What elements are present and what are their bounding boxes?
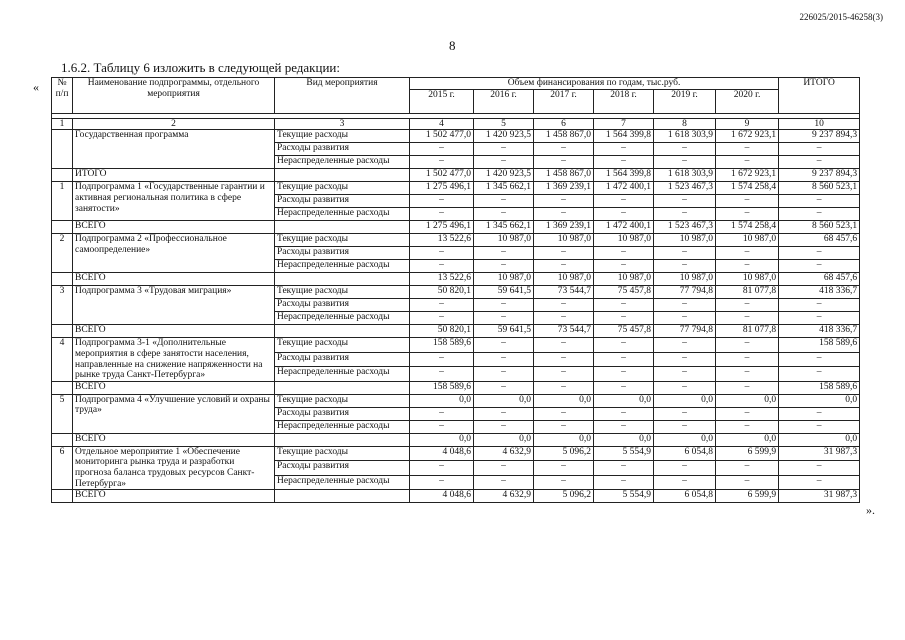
value-cell: –	[716, 208, 779, 221]
closing-quote: ».	[866, 503, 875, 517]
value-cell: –	[779, 461, 860, 476]
value-cell: –	[410, 208, 474, 221]
value-cell: –	[534, 247, 594, 260]
header-year: 2019 г.	[654, 89, 716, 113]
value-cell: –	[474, 420, 534, 433]
value-cell: 5 096,2	[534, 446, 594, 461]
header-name: Наименование подпрограммы, отдельного мероприятия	[73, 78, 275, 114]
column-number: 9	[716, 118, 779, 130]
value-cell: –	[534, 367, 594, 382]
total-value-cell: 10 987,0	[716, 273, 779, 286]
total-value-cell: 68 457,6	[779, 273, 860, 286]
expense-kind-cell: Нераспределенные расходы	[275, 367, 410, 382]
total-row-number-cell	[52, 221, 73, 234]
value-cell: –	[474, 195, 534, 208]
value-cell: 5 554,9	[594, 446, 654, 461]
program-name-cell: Подпрограмма 2 «Профессиональное самоопределение»	[73, 234, 275, 273]
value-cell: –	[410, 247, 474, 260]
value-cell: –	[410, 143, 474, 156]
value-cell: –	[534, 260, 594, 273]
value-cell: –	[474, 299, 534, 312]
row-number-cell: 2	[52, 234, 73, 273]
total-kind-cell	[275, 169, 410, 182]
value-cell: –	[594, 156, 654, 169]
value-cell: –	[594, 143, 654, 156]
value-cell: 31 987,3	[779, 446, 860, 461]
total-value-cell: 73 544,7	[534, 325, 594, 338]
value-cell: –	[716, 143, 779, 156]
total-value-cell: 0,0	[654, 433, 716, 446]
value-cell: 418 336,7	[779, 286, 860, 299]
value-cell: –	[474, 260, 534, 273]
value-cell: 1 472 400,1	[594, 182, 654, 195]
total-value-cell: 0,0	[410, 433, 474, 446]
value-cell: –	[654, 420, 716, 433]
column-number: 8	[654, 118, 716, 130]
total-value-cell: 1 458 867,0	[534, 169, 594, 182]
total-value-cell: 1 672 923,1	[716, 169, 779, 182]
total-value-cell: 13 522,6	[410, 273, 474, 286]
value-cell: –	[779, 156, 860, 169]
column-number: 6	[534, 118, 594, 130]
total-value-cell: 10 987,0	[534, 273, 594, 286]
value-cell: –	[410, 299, 474, 312]
value-cell: –	[594, 208, 654, 221]
total-value-cell: 1 275 496,1	[410, 221, 474, 234]
value-cell: –	[654, 312, 716, 325]
value-cell: 1 574 258,4	[716, 182, 779, 195]
table-row	[52, 130, 860, 143]
value-cell: –	[474, 352, 534, 367]
value-cell: –	[594, 338, 654, 353]
expense-kind-cell: Нераспределенные расходы	[275, 156, 410, 169]
table-body	[52, 130, 860, 503]
column-number: 7	[594, 118, 654, 130]
value-cell: –	[410, 407, 474, 420]
value-cell: 6 054,8	[654, 446, 716, 461]
value-cell: –	[779, 407, 860, 420]
value-cell: –	[779, 352, 860, 367]
row-number-cell: 6	[52, 446, 73, 490]
value-cell: 0,0	[779, 394, 860, 407]
total-value-cell: 50 820,1	[410, 325, 474, 338]
value-cell: –	[779, 208, 860, 221]
value-cell: 1 345 662,1	[474, 182, 534, 195]
value-cell: –	[654, 407, 716, 420]
value-cell: –	[654, 338, 716, 353]
value-cell: –	[594, 247, 654, 260]
column-number: 10	[779, 118, 860, 130]
expense-kind-cell: Текущие расходы	[275, 446, 410, 461]
total-row	[52, 381, 860, 394]
value-cell: –	[534, 338, 594, 353]
value-cell: 13 522,6	[410, 234, 474, 247]
total-value-cell: –	[594, 381, 654, 394]
value-cell: –	[654, 208, 716, 221]
expense-kind-cell: Расходы развития	[275, 407, 410, 420]
total-kind-cell	[275, 325, 410, 338]
total-label-cell: ВСЕГО	[73, 381, 275, 394]
header-kind: Вид мероприятия	[275, 78, 410, 114]
total-label-cell: ВСЕГО	[73, 433, 275, 446]
value-cell: –	[716, 338, 779, 353]
value-cell: –	[716, 299, 779, 312]
total-kind-cell	[275, 381, 410, 394]
value-cell: –	[410, 461, 474, 476]
program-name-cell: Подпрограмма 3-1 «Дополнительные мероприятия в сфере занятости населения, направленные на снижение напряженности на рынке труда Санкт-Петербурга»	[73, 338, 275, 382]
value-cell: –	[410, 475, 474, 490]
value-cell: –	[779, 475, 860, 490]
total-value-cell: 1 345 662,1	[474, 221, 534, 234]
table-row	[52, 286, 860, 299]
value-cell: –	[474, 367, 534, 382]
total-value-cell: 1 369 239,1	[534, 221, 594, 234]
total-value-cell: 1 618 303,9	[654, 169, 716, 182]
value-cell: –	[779, 260, 860, 273]
expense-kind-cell: Расходы развития	[275, 143, 410, 156]
value-cell: –	[779, 420, 860, 433]
total-value-cell: 10 987,0	[654, 273, 716, 286]
value-cell: 0,0	[654, 394, 716, 407]
value-cell: –	[534, 299, 594, 312]
value-cell: –	[410, 367, 474, 382]
value-cell: –	[654, 195, 716, 208]
total-kind-cell	[275, 221, 410, 234]
value-cell: 1 672 923,1	[716, 130, 779, 143]
total-value-cell: 4 632,9	[474, 490, 534, 503]
total-value-cell: 1 523 467,3	[654, 221, 716, 234]
value-cell: 1 523 467,3	[654, 182, 716, 195]
total-value-cell: 10 987,0	[594, 273, 654, 286]
value-cell: –	[474, 208, 534, 221]
value-cell: 73 544,7	[534, 286, 594, 299]
value-cell: 75 457,8	[594, 286, 654, 299]
value-cell: –	[474, 475, 534, 490]
value-cell: –	[779, 143, 860, 156]
opening-quote: «	[33, 80, 39, 94]
value-cell: –	[594, 420, 654, 433]
expense-kind-cell: Текущие расходы	[275, 182, 410, 195]
expense-kind-cell: Расходы развития	[275, 352, 410, 367]
value-cell: 6 599,9	[716, 446, 779, 461]
expense-kind-cell: Текущие расходы	[275, 234, 410, 247]
total-value-cell: 31 987,3	[779, 490, 860, 503]
value-cell: 1 275 496,1	[410, 182, 474, 195]
value-cell: –	[534, 156, 594, 169]
total-row	[52, 433, 860, 446]
value-cell: –	[716, 156, 779, 169]
header-year: 2015 г.	[410, 89, 474, 113]
value-cell: –	[594, 352, 654, 367]
value-cell: –	[474, 143, 534, 156]
value-cell: 158 589,6	[410, 338, 474, 353]
header-year: 2017 г.	[534, 89, 594, 113]
total-kind-cell	[275, 490, 410, 503]
value-cell: –	[474, 247, 534, 260]
value-cell: –	[779, 299, 860, 312]
value-cell: –	[654, 461, 716, 476]
column-number-row	[52, 118, 860, 130]
total-row-number-cell	[52, 381, 73, 394]
table-row	[52, 234, 860, 247]
value-cell: –	[654, 367, 716, 382]
value-cell: 8 560 523,1	[779, 182, 860, 195]
value-cell: –	[474, 338, 534, 353]
value-cell: 0,0	[716, 394, 779, 407]
total-value-cell: 0,0	[779, 433, 860, 446]
column-number: 4	[410, 118, 474, 130]
expense-kind-cell: Нераспределенные расходы	[275, 475, 410, 490]
value-cell: –	[594, 195, 654, 208]
row-number-cell: 3	[52, 286, 73, 325]
value-cell: –	[410, 195, 474, 208]
expense-kind-cell: Нераспределенные расходы	[275, 208, 410, 221]
expense-kind-cell: Расходы развития	[275, 299, 410, 312]
total-value-cell: 0,0	[594, 433, 654, 446]
program-name-cell: Государственная программа	[73, 130, 275, 169]
financing-table	[51, 77, 860, 503]
total-value-cell: 8 560 523,1	[779, 221, 860, 234]
value-cell: 0,0	[534, 394, 594, 407]
value-cell: –	[779, 312, 860, 325]
value-cell: –	[716, 407, 779, 420]
value-cell: 10 987,0	[716, 234, 779, 247]
total-kind-cell	[275, 433, 410, 446]
value-cell: –	[410, 260, 474, 273]
value-cell: –	[654, 156, 716, 169]
column-number: 5	[474, 118, 534, 130]
total-value-cell: 158 589,6	[779, 381, 860, 394]
header-year: 2018 г.	[594, 89, 654, 113]
value-cell: –	[716, 195, 779, 208]
total-row	[52, 221, 860, 234]
value-cell: –	[474, 461, 534, 476]
value-cell: 9 237 894,3	[779, 130, 860, 143]
total-label-cell: ИТОГО	[73, 169, 275, 182]
expense-kind-cell: Нераспределенные расходы	[275, 420, 410, 433]
total-value-cell: –	[534, 381, 594, 394]
table-row	[52, 338, 860, 353]
value-cell: –	[716, 367, 779, 382]
total-row	[52, 273, 860, 286]
program-name-cell: Подпрограмма 1 «Государственные гарантии и активная региональная политика в сфере занятости»	[73, 182, 275, 221]
expense-kind-cell: Расходы развития	[275, 195, 410, 208]
value-cell: –	[716, 352, 779, 367]
header-year: 2020 г.	[716, 89, 779, 113]
value-cell: –	[716, 461, 779, 476]
total-row-number-cell	[52, 325, 73, 338]
expense-kind-cell: Нераспределенные расходы	[275, 312, 410, 325]
total-value-cell: 9 237 894,3	[779, 169, 860, 182]
value-cell: 68 457,6	[779, 234, 860, 247]
value-cell: 50 820,1	[410, 286, 474, 299]
table-row	[52, 394, 860, 407]
header-total: ИТОГО	[779, 78, 860, 114]
value-cell: –	[716, 247, 779, 260]
value-cell: 1 420 923,5	[474, 130, 534, 143]
row-number-cell: 4	[52, 338, 73, 382]
total-row-number-cell	[52, 433, 73, 446]
value-cell: 0,0	[474, 394, 534, 407]
header-year: 2016 г.	[474, 89, 534, 113]
value-cell: 1 564 399,8	[594, 130, 654, 143]
value-cell: –	[594, 299, 654, 312]
total-row-number-cell	[52, 273, 73, 286]
column-number: 3	[275, 118, 410, 130]
total-value-cell: 0,0	[716, 433, 779, 446]
value-cell: 10 987,0	[474, 234, 534, 247]
total-value-cell: 1 472 400,1	[594, 221, 654, 234]
value-cell: 10 987,0	[654, 234, 716, 247]
value-cell: –	[410, 312, 474, 325]
total-value-cell: –	[474, 381, 534, 394]
table-row	[52, 446, 860, 461]
value-cell: –	[534, 461, 594, 476]
total-value-cell: 0,0	[474, 433, 534, 446]
column-number: 2	[73, 118, 275, 130]
value-cell: –	[410, 352, 474, 367]
table-row	[52, 182, 860, 195]
total-value-cell: 158 589,6	[410, 381, 474, 394]
value-cell: –	[654, 475, 716, 490]
value-cell: –	[594, 312, 654, 325]
row-number-cell: 5	[52, 394, 73, 433]
value-cell: –	[654, 247, 716, 260]
value-cell: –	[654, 299, 716, 312]
total-label-cell: ВСЕГО	[73, 273, 275, 286]
total-value-cell: 0,0	[534, 433, 594, 446]
total-row	[52, 490, 860, 503]
value-cell: –	[534, 195, 594, 208]
value-cell: –	[594, 407, 654, 420]
total-kind-cell	[275, 273, 410, 286]
value-cell: –	[716, 420, 779, 433]
value-cell: –	[474, 156, 534, 169]
value-cell: 0,0	[594, 394, 654, 407]
value-cell: –	[534, 407, 594, 420]
total-value-cell: –	[654, 381, 716, 394]
column-number: 1	[52, 118, 73, 130]
value-cell: –	[534, 143, 594, 156]
value-cell: –	[716, 312, 779, 325]
value-cell: –	[594, 461, 654, 476]
total-label-cell: ВСЕГО	[73, 490, 275, 503]
value-cell: –	[534, 420, 594, 433]
total-value-cell: 81 077,8	[716, 325, 779, 338]
expense-kind-cell: Текущие расходы	[275, 130, 410, 143]
value-cell: –	[654, 352, 716, 367]
value-cell: 10 987,0	[534, 234, 594, 247]
value-cell: –	[594, 367, 654, 382]
total-value-cell: 418 336,7	[779, 325, 860, 338]
expense-kind-cell: Расходы развития	[275, 461, 410, 476]
value-cell: 1 618 303,9	[654, 130, 716, 143]
value-cell: –	[410, 420, 474, 433]
value-cell: –	[594, 475, 654, 490]
value-cell: 1 502 477,0	[410, 130, 474, 143]
expense-kind-cell: Текущие расходы	[275, 286, 410, 299]
value-cell: 158 589,6	[779, 338, 860, 353]
section-heading: 1.6.2. Таблицу 6 изложить в следующей редакции:	[61, 60, 340, 75]
total-value-cell: 1 574 258,4	[716, 221, 779, 234]
total-row	[52, 169, 860, 182]
total-value-cell: 10 987,0	[474, 273, 534, 286]
value-cell: –	[654, 143, 716, 156]
value-cell: –	[716, 260, 779, 273]
value-cell: 59 641,5	[474, 286, 534, 299]
value-cell: 10 987,0	[594, 234, 654, 247]
value-cell: 1 458 867,0	[534, 130, 594, 143]
value-cell: 0,0	[410, 394, 474, 407]
total-value-cell: 5 096,2	[534, 490, 594, 503]
value-cell: –	[534, 475, 594, 490]
value-cell: –	[474, 312, 534, 325]
total-row	[52, 325, 860, 338]
value-cell: –	[594, 260, 654, 273]
total-value-cell: 6 599,9	[716, 490, 779, 503]
value-cell: 4 048,6	[410, 446, 474, 461]
total-value-cell: 5 554,9	[594, 490, 654, 503]
value-cell: 77 794,8	[654, 286, 716, 299]
total-value-cell: 1 564 399,8	[594, 169, 654, 182]
page-number: 8	[449, 38, 456, 53]
value-cell: –	[654, 260, 716, 273]
value-cell: –	[410, 156, 474, 169]
header-funding: Объем финансирования по годам, тыс.руб.	[410, 78, 779, 90]
total-row-number-cell	[52, 169, 73, 182]
expense-kind-cell: Нераспределенные расходы	[275, 260, 410, 273]
value-cell: –	[534, 352, 594, 367]
total-row-number-cell	[52, 490, 73, 503]
row-number-cell	[52, 130, 73, 169]
expense-kind-cell: Текущие расходы	[275, 394, 410, 407]
row-number-cell: 1	[52, 182, 73, 221]
expense-kind-cell: Текущие расходы	[275, 338, 410, 353]
total-value-cell: 4 048,6	[410, 490, 474, 503]
total-value-cell: 1 502 477,0	[410, 169, 474, 182]
value-cell: 1 369 239,1	[534, 182, 594, 195]
value-cell: –	[779, 367, 860, 382]
value-cell: –	[474, 407, 534, 420]
total-label-cell: ВСЕГО	[73, 221, 275, 234]
document-code: 226025/2015-46258(3)	[799, 12, 883, 22]
value-cell: –	[534, 312, 594, 325]
program-name-cell: Отдельное мероприятие 1 «Обеспечение мониторинга рынка труда и разработки прогноза баланса трудовых ресурсов Санкт-Петербурга»	[73, 446, 275, 490]
total-value-cell: 59 641,5	[474, 325, 534, 338]
total-value-cell: 6 054,8	[654, 490, 716, 503]
program-name-cell: Подпрограмма 3 «Трудовая миграция»	[73, 286, 275, 325]
value-cell: –	[716, 475, 779, 490]
expense-kind-cell: Расходы развития	[275, 247, 410, 260]
value-cell: 81 077,8	[716, 286, 779, 299]
total-value-cell: –	[716, 381, 779, 394]
value-cell: –	[779, 195, 860, 208]
header-no: № п/п	[52, 78, 73, 114]
value-cell: 4 632,9	[474, 446, 534, 461]
value-cell: –	[534, 208, 594, 221]
value-cell: –	[779, 247, 860, 260]
total-value-cell: 77 794,8	[654, 325, 716, 338]
total-value-cell: 75 457,8	[594, 325, 654, 338]
total-label-cell: ВСЕГО	[73, 325, 275, 338]
total-value-cell: 1 420 923,5	[474, 169, 534, 182]
program-name-cell: Подпрограмма 4 «Улучшение условий и охраны труда»	[73, 394, 275, 433]
